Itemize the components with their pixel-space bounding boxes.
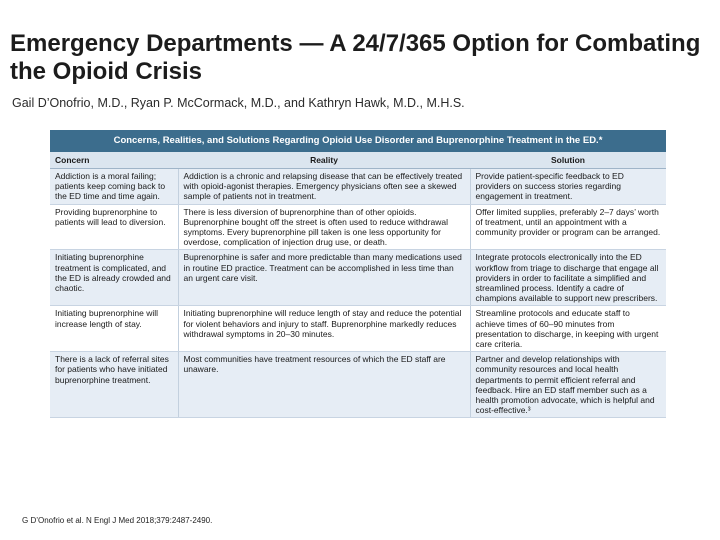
reality-cell: Initiating buprenorphine will reduce length of stay and reduce the potential for violent behaviors and injury to staff. Buprenorphine markedly reduces withdrawal symptoms in 20–30 minutes.	[178, 306, 470, 352]
concern-cell: Providing buprenorphine to patients will lead to diversion.	[50, 204, 178, 250]
solution-cell: Streamline protocols and educate staff to achieve times of 60–90 minutes from presentation to discharge, in keeping with urgent care criteria.	[470, 306, 666, 352]
table-row	[50, 352, 666, 418]
reality-cell: There is less diversion of buprenorphine than of other opioids. Buprenorphine bought off the street is often used to reduce withdrawal symptoms. Every buprenorphine pill taken is one less opportunity for overdose, complication of injection drug use, or death.	[178, 204, 470, 250]
table-grid	[50, 152, 666, 418]
table-caption: Concerns, Realities, and Solutions Regarding Opioid Use Disorder and Buprenorphine Treatment in the ED.*	[50, 130, 666, 152]
article-title: Emergency Departments — A 24/7/365 Option for Combating the Opioid Crisis	[10, 30, 701, 85]
concern-cell: Initiating buprenorphine treatment is complicated, and the ED is already crowded and chaotic.	[50, 250, 178, 306]
solution-cell: Integrate protocols electronically into the ED workflow from triage to discharge that engage all providers in order to facilitate a simplified and streamlined process. Identify a cadre of champions available to support new prescribers.	[470, 250, 666, 306]
citation-text: G D’Onofrio et al. N Engl J Med 2018;379:2487-2490.	[22, 516, 213, 525]
concerns-table	[50, 130, 666, 514]
header-concern: Concern	[50, 152, 178, 169]
reality-cell: Addiction is a chronic and relapsing disease that can be effectively treated with opioid-agonist therapies. Emergency physicians often see a skewed sample of patients not in treatment.	[178, 169, 470, 205]
table-row	[50, 169, 666, 205]
table-row	[50, 306, 666, 352]
solution-cell: Provide patient-specific feedback to ED providers on success stories regarding engagement in treatment.	[470, 169, 666, 205]
table-row	[50, 250, 666, 306]
table-header-row	[50, 152, 666, 169]
header-reality: Reality	[178, 152, 470, 169]
concern-cell: Initiating buprenorphine will increase length of stay.	[50, 306, 178, 352]
concern-cell: Addiction is a moral failing; patients keep coming back to the ED time and time again.	[50, 169, 178, 205]
reality-cell: Most communities have treatment resources of which the ED staff are unaware.	[178, 352, 470, 418]
concern-cell: There is a lack of referral sites for patients who have initiated buprenorphine treatment.	[50, 352, 178, 418]
reality-cell: Buprenorphine is safer and more predictable than many medications used in routine ED practice. Treatment can be accomplished in less time than an urgent care visit.	[178, 250, 470, 306]
author-list: Gail D’Onofrio, M.D., Ryan P. McCormack, M.D., and Kathryn Hawk, M.D., M.H.S.	[12, 96, 465, 110]
solution-cell: Offer limited supplies, preferably 2–7 days’ worth of treatment, until an appointment with a community provider or program can be arranged.	[470, 204, 666, 250]
header-solution: Solution	[470, 152, 666, 169]
table-row	[50, 204, 666, 250]
solution-cell: Partner and develop relationships with community resources and local health departments to permit efficient referral and feedback. Hire an ED staff member such as a health promotion advocate, which is helpful and cost-effective.³	[470, 352, 666, 418]
